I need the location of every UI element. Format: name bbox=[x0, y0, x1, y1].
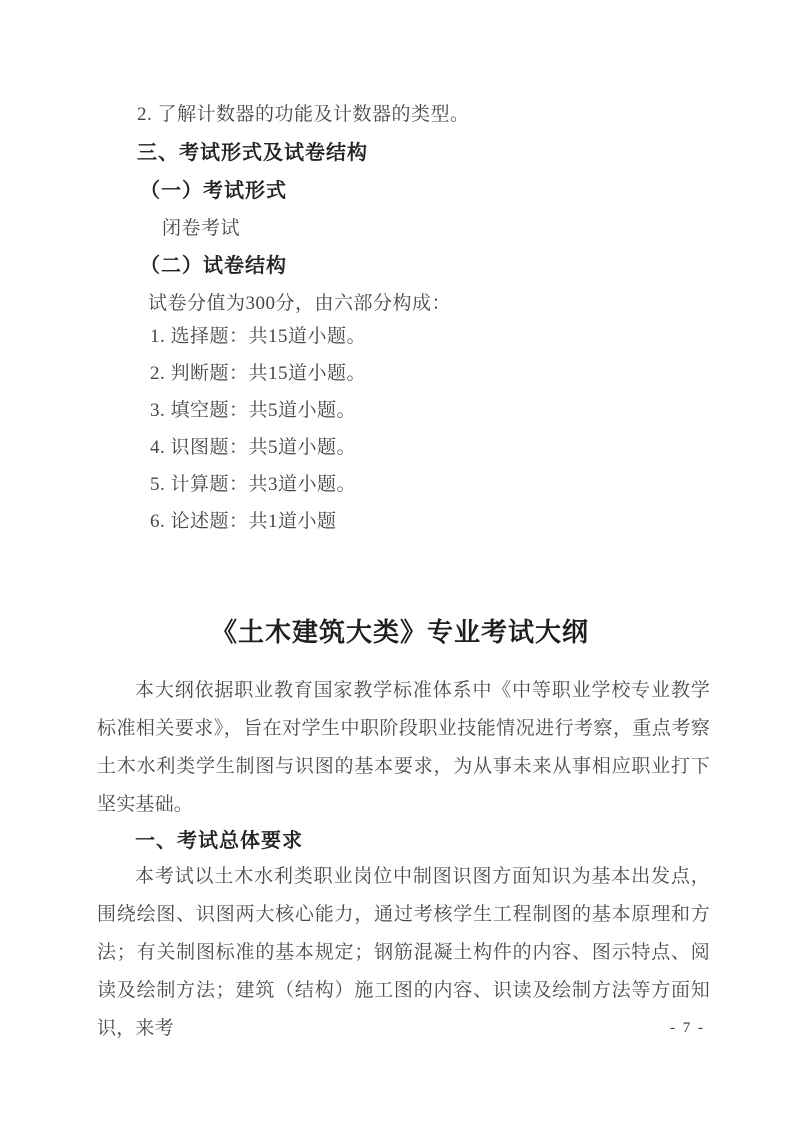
page-number: - 7 - bbox=[670, 1020, 705, 1036]
question-type-list bbox=[150, 318, 366, 540]
overall-requirements-paragraph: 本考试以土木水利类职业岗位中制图识图方面知识为基本出发点，围绕绘图、识图两大核心能力，通过考核学生工程制图的基本原理和方法；有关制图标准的基本规定；钢筋混凝土构件的内容、图示特点、阅读及绘制方法；建筑（结构）施工图的内容、识读及绘制方法等方面知识，来考 bbox=[97, 866, 710, 1039]
question-type-item: 3. 填空题：共5道小题。 bbox=[150, 400, 357, 421]
heading-paper-structure: （二）试卷结构 bbox=[140, 255, 287, 277]
question-type-item: 4. 识图题：共5道小题。 bbox=[150, 437, 357, 458]
syllabus-title: 《土木建筑大类》专业考试大纲 bbox=[210, 618, 589, 647]
heading-overall-requirements: 一、考试总体要求 bbox=[135, 830, 303, 852]
question-type-item: 5. 计算题：共3道小题。 bbox=[150, 474, 357, 495]
heading-exam-format-section: 三、考试形式及试卷结构 bbox=[137, 142, 368, 164]
question-type-item: 1. 选择题：共15道小题。 bbox=[150, 326, 367, 347]
syllabus-intro-paragraph: 本大纲依据职业教育国家教学标准体系中《中等职业学校专业教学标准相关要求》，旨在对学生中职阶段职业技能情况进行考察，重点考察土木水利类学生制图与识图的基本要求，为从事未来从事相应职业打下坚实基础。 bbox=[97, 680, 710, 815]
heading-exam-format: （一）考试形式 bbox=[140, 180, 287, 202]
question-type-item: 2. 判断题：共15道小题。 bbox=[150, 363, 367, 384]
paper-structure-intro: 试卷分值为300分，由六部分构成： bbox=[148, 293, 452, 314]
exam-format-body: 闭卷考试 bbox=[162, 218, 241, 239]
prior-section-item: 2. 了解计数器的功能及计数器的类型。 bbox=[137, 104, 470, 125]
question-type-item: 6. 论述题：共1道小题 bbox=[150, 511, 337, 532]
